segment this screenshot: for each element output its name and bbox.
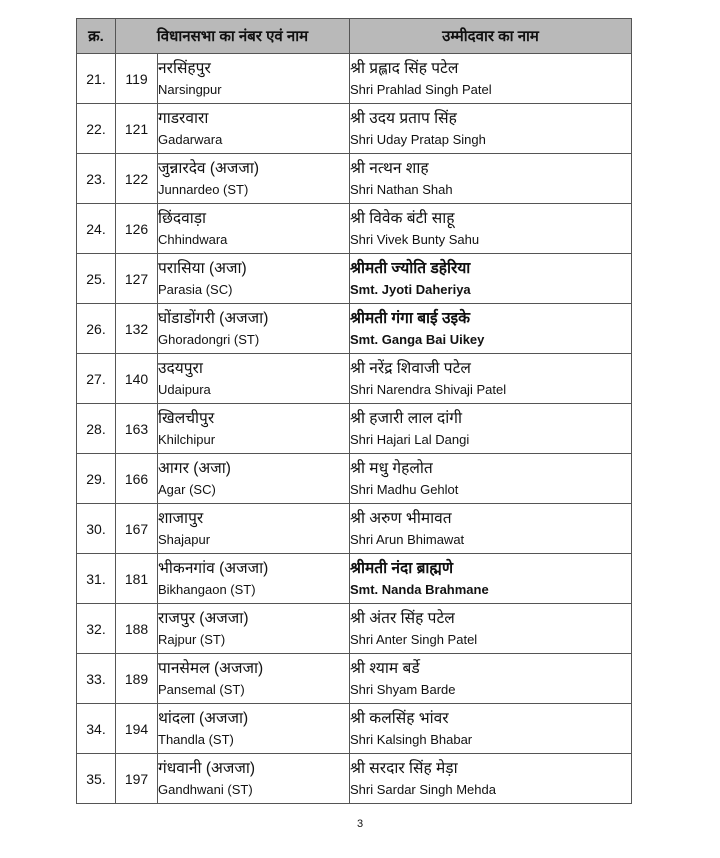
header-candidate: उम्मीदवार का नाम xyxy=(350,19,632,54)
candidate-name-cell xyxy=(350,54,632,104)
table-row xyxy=(77,354,632,404)
constituency-number: 181 xyxy=(116,554,158,604)
table-row xyxy=(77,454,632,504)
table-row xyxy=(77,754,632,804)
constituency-name-english: Bikhangaon (ST) xyxy=(158,581,256,597)
constituency-name-english: Shajapur xyxy=(158,531,211,547)
serial-number: 34. xyxy=(77,704,116,754)
constituency-number: 140 xyxy=(116,354,158,404)
constituency-name-hindi: पानसेमल (अजजा) xyxy=(158,659,264,677)
table-row xyxy=(77,654,632,704)
constituency-name-english: Thandla (ST) xyxy=(158,731,234,747)
constituency-name-english: Agar (SC) xyxy=(158,481,216,497)
table-header xyxy=(77,19,632,54)
constituency-name-cell xyxy=(158,204,350,254)
candidate-name-english: Shri Nathan Shah xyxy=(350,181,453,197)
candidate-name-cell xyxy=(350,404,632,454)
candidate-name-cell xyxy=(350,504,632,554)
table-row xyxy=(77,504,632,554)
constituency-name-english: Gandhwani (ST) xyxy=(158,781,253,797)
constituency-name-english: Pansemal (ST) xyxy=(158,681,245,697)
constituency-name-english: Udaipura xyxy=(158,381,211,397)
constituency-number: 166 xyxy=(116,454,158,504)
candidate-name-hindi: श्री मधु गेहलोत xyxy=(350,459,433,477)
constituency-name-cell xyxy=(158,254,350,304)
constituency-number: 126 xyxy=(116,204,158,254)
constituency-name-cell xyxy=(158,704,350,754)
serial-number: 24. xyxy=(77,204,116,254)
constituency-name-english: Khilchipur xyxy=(158,431,216,447)
candidate-name-english: Smt. Ganga Bai Uikey xyxy=(350,331,485,347)
candidate-name-cell xyxy=(350,704,632,754)
constituency-name-cell xyxy=(158,104,350,154)
constituency-name-hindi: शाजापुर xyxy=(158,509,204,527)
constituency-name-hindi: भीकनगांव (अजजा) xyxy=(158,559,269,577)
constituency-number: 197 xyxy=(116,754,158,804)
candidate-name-hindi: श्री नरेंद्र शिवाजी पटेल xyxy=(350,359,471,377)
serial-number: 33. xyxy=(77,654,116,704)
constituency-name-english: Junnardeo (ST) xyxy=(158,181,249,197)
constituency-name-cell xyxy=(158,54,350,104)
serial-number: 31. xyxy=(77,554,116,604)
candidate-table xyxy=(76,18,632,804)
candidate-name-cell xyxy=(350,254,632,304)
candidate-name-hindi: श्री हजारी लाल दांगी xyxy=(350,409,463,427)
constituency-name-hindi: राजपुर (अजजा) xyxy=(158,609,249,627)
candidate-name-cell xyxy=(350,754,632,804)
candidate-name-hindi: श्रीमती ज्योति डहेरिया xyxy=(350,259,471,277)
candidate-name-hindi: श्रीमती नंदा ब्राह्मणे xyxy=(350,559,454,577)
constituency-name-hindi: जुन्नारदेव (अजजा) xyxy=(158,159,260,177)
candidate-name-hindi: श्री कलसिंह भांवर xyxy=(350,709,449,727)
constituency-name-hindi: खिलचीपुर xyxy=(158,409,215,427)
candidate-name-hindi: श्री उदय प्रताप सिंह xyxy=(350,109,457,127)
candidate-name-cell xyxy=(350,654,632,704)
constituency-name-hindi: गाडरवारा xyxy=(158,109,209,127)
table-row xyxy=(77,154,632,204)
table-row xyxy=(77,204,632,254)
constituency-name-cell xyxy=(158,304,350,354)
constituency-name-hindi: आगर (अजा) xyxy=(158,459,231,477)
constituency-number: 132 xyxy=(116,304,158,354)
candidate-name-hindi: श्रीमती गंगा बाई उइके xyxy=(350,309,470,327)
constituency-name-hindi: छिंदवाड़ा xyxy=(158,209,207,227)
serial-number: 23. xyxy=(77,154,116,204)
constituency-name-cell xyxy=(158,154,350,204)
header-serial: क्र. xyxy=(77,19,116,54)
candidate-name-cell xyxy=(350,554,632,604)
candidate-name-english: Shri Madhu Gehlot xyxy=(350,481,459,497)
serial-number: 22. xyxy=(77,104,116,154)
serial-number: 30. xyxy=(77,504,116,554)
candidate-name-cell xyxy=(350,454,632,504)
serial-number: 35. xyxy=(77,754,116,804)
candidate-name-cell xyxy=(350,604,632,654)
candidate-name-english: Shri Prahlad Singh Patel xyxy=(350,81,492,97)
candidate-name-english: Shri Kalsingh Bhabar xyxy=(350,731,473,747)
table-row xyxy=(77,104,632,154)
constituency-number: 167 xyxy=(116,504,158,554)
candidate-name-cell xyxy=(350,354,632,404)
constituency-name-cell xyxy=(158,754,350,804)
candidate-name-cell xyxy=(350,104,632,154)
constituency-name-hindi: नरसिंहपुर xyxy=(158,59,211,77)
candidate-name-english: Shri Narendra Shivaji Patel xyxy=(350,381,507,397)
constituency-number: 194 xyxy=(116,704,158,754)
table-row xyxy=(77,554,632,604)
constituency-name-cell xyxy=(158,504,350,554)
table-row xyxy=(77,54,632,104)
constituency-name-cell xyxy=(158,404,350,454)
candidate-name-hindi: श्री श्याम बर्डे xyxy=(350,659,420,677)
serial-number: 27. xyxy=(77,354,116,404)
constituency-number: 188 xyxy=(116,604,158,654)
candidate-name-hindi: श्री सरदार सिंह मेड़ा xyxy=(350,759,458,777)
serial-number: 29. xyxy=(77,454,116,504)
serial-number: 28. xyxy=(77,404,116,454)
candidate-name-english: Shri Vivek Bunty Sahu xyxy=(350,231,480,247)
constituency-name-hindi: घोंडाडोंगरी (अजजा) xyxy=(158,309,269,327)
table-row xyxy=(77,404,632,454)
constituency-name-english: Rajpur (ST) xyxy=(158,631,226,647)
candidate-name-cell xyxy=(350,304,632,354)
serial-number: 21. xyxy=(77,54,116,104)
constituency-name-cell xyxy=(158,604,350,654)
candidate-name-cell xyxy=(350,154,632,204)
table-row xyxy=(77,304,632,354)
candidate-name-hindi: श्री नत्थन शाह xyxy=(350,159,429,177)
candidate-name-hindi: श्री विवेक बंटी साहू xyxy=(350,209,455,227)
candidate-name-english: Shri Uday Pratap Singh xyxy=(350,131,486,147)
candidate-name-english: Smt. Jyoti Daheriya xyxy=(350,281,471,297)
candidate-name-english: Shri Shyam Barde xyxy=(350,681,456,697)
constituency-number: 119 xyxy=(116,54,158,104)
candidate-name-hindi: श्री अंतर सिंह पटेल xyxy=(350,609,455,627)
constituency-name-hindi: परासिया (अजा) xyxy=(158,259,247,277)
header-row xyxy=(77,19,632,54)
candidate-name-hindi: श्री अरुण भीमावत xyxy=(350,509,452,527)
candidate-name-english: Shri Hajari Lal Dangi xyxy=(350,431,470,447)
constituency-name-cell xyxy=(158,354,350,404)
constituency-number: 127 xyxy=(116,254,158,304)
constituency-number: 121 xyxy=(116,104,158,154)
table-body xyxy=(77,54,632,804)
page-number: 3 xyxy=(356,818,364,830)
candidate-name-english: Shri Anter Singh Patel xyxy=(350,631,478,647)
constituency-name-english: Gadarwara xyxy=(158,131,223,147)
table-row xyxy=(77,704,632,754)
constituency-name-hindi: थांदला (अजजा) xyxy=(158,709,249,727)
serial-number: 25. xyxy=(77,254,116,304)
constituency-number: 189 xyxy=(116,654,158,704)
constituency-name-hindi: गंधवानी (अजजा) xyxy=(158,759,255,777)
table-row xyxy=(77,604,632,654)
constituency-name-hindi: उदयपुरा xyxy=(158,359,203,377)
constituency-name-english: Chhindwara xyxy=(158,231,228,247)
constituency-number: 122 xyxy=(116,154,158,204)
constituency-name-cell xyxy=(158,554,350,604)
constituency-name-english: Parasia (SC) xyxy=(158,281,233,297)
constituency-name-english: Narsingpur xyxy=(158,81,222,97)
candidate-name-english: Shri Sardar Singh Mehda xyxy=(350,781,496,797)
serial-number: 26. xyxy=(77,304,116,354)
candidate-name-english: Smt. Nanda Brahmane xyxy=(350,581,489,597)
candidate-name-english: Shri Arun Bhimawat xyxy=(350,531,465,547)
candidate-name-cell xyxy=(350,204,632,254)
serial-number: 32. xyxy=(77,604,116,654)
constituency-name-cell xyxy=(158,454,350,504)
table-row xyxy=(77,254,632,304)
constituency-name-english: Ghoradongri (ST) xyxy=(158,331,260,347)
header-constituency: विधानसभा का नंबर एवं नाम xyxy=(116,19,350,54)
candidate-name-hindi: श्री प्रह्लाद सिंह पटेल xyxy=(350,59,459,77)
constituency-name-cell xyxy=(158,654,350,704)
constituency-number: 163 xyxy=(116,404,158,454)
